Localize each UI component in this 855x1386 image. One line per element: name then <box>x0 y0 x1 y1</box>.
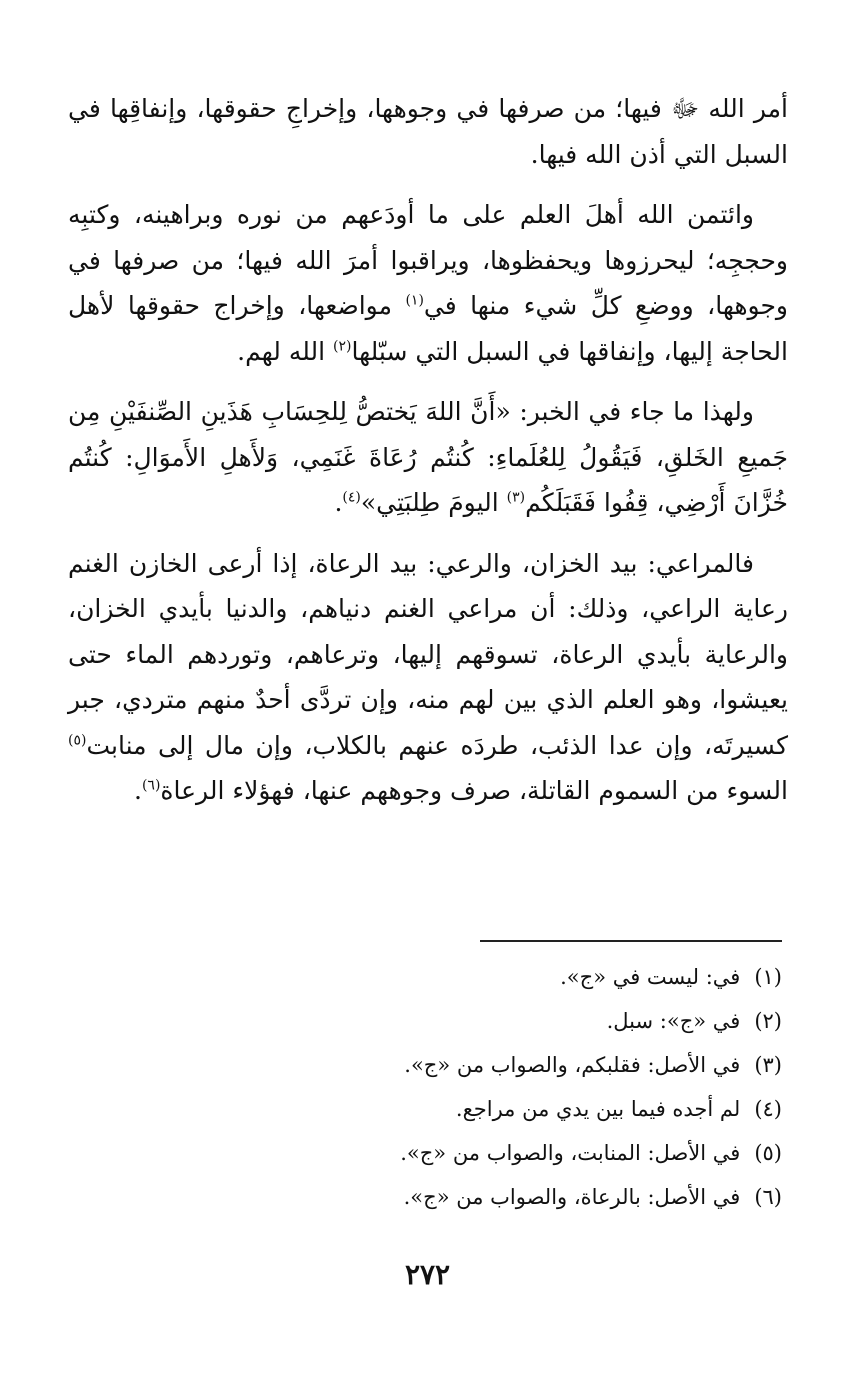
footnote-3 <box>330 1043 782 1087</box>
footnote-text: في: ليست في «ج». <box>560 965 741 989</box>
paragraph-2-text-c: الله لهم. <box>237 336 326 366</box>
main-text <box>68 86 788 829</box>
footnote-text: في الأصل: بالرعاة، والصواب من «ج». <box>403 1185 741 1209</box>
paragraph-3-text-b: اليومَ طِلبَتِي» <box>360 488 499 517</box>
paragraph-2 <box>68 192 788 374</box>
footnote-number: (٥) <box>754 1141 782 1165</box>
footnote-ref-2: (٢) <box>333 338 352 355</box>
footnote-4 <box>330 1087 782 1131</box>
paragraph-2-text-b: مواضعها، وإخراج حقوقها لأهل الحاجة إليها، وإنفاقها في السبل التي سبّلها <box>68 291 788 366</box>
footnote-ref-1: (١) <box>405 292 424 309</box>
paragraph-2-text-a: وائتمن الله أهلَ العلم على ما أودَعهم من نوره وبراهينه، وكتبِه وحججِه؛ ليحرزوها ويحفظوها، ويراقبوا أمرَ الله فيها؛ من صرفها في وجوهها، ووضعِ كلِّ شيء منها في <box>68 200 788 320</box>
footnote-2 <box>330 999 782 1043</box>
footnote-text: في «ج»: سبل. <box>606 1009 741 1033</box>
footnote-text: في الأصل: فقلبكم، والصواب من «ج». <box>404 1053 741 1077</box>
paragraph-3-text-c: . <box>334 488 343 517</box>
footnote-text: في الأصل: المنابت، والصواب من «ج». <box>400 1141 741 1165</box>
footnote-text: لم أجده فيما بين يدي من مراجع. <box>455 1097 741 1121</box>
footnote-divider <box>480 940 782 942</box>
footnote-number: (٢) <box>754 1009 782 1033</box>
paragraph-4-text-a: فالمراعي: بيد الخزان، والرعي: بيد الرعاة، إذا أرعى الخازن الغنم رعاية الراعي، وذلك: أن مراعي الغنم دنياهم، والدنيا بأيدي الخزان، والرعاية بأيدي الرعاة، تسوقهم إليها، وترعاهم، وتوردهم الماء حتى يعيشوا، وهو العلم الذي بين لهم منه، وإن تردَّى أحدٌ منهم متردي، جبر كسيرتَه، وإن عدا الذئب، طردَه عنهم بالكلاب، وإن مال إلى منابت <box>68 548 788 760</box>
paragraph-4-text-c: . <box>134 776 142 805</box>
footnote-number: (٤) <box>754 1097 782 1121</box>
page-number: ٢٧٢ <box>404 1258 451 1291</box>
footnote-number: (٦) <box>754 1185 782 1209</box>
footnote-5 <box>330 1131 782 1175</box>
paragraph-3-text-a: ولهذا ما جاء في الخبر: «أَنَّ اللهَ يَختصُّ لِلحِسَابِ هَذَينِ الصِّنفَيْنِ مِن جَميعِ الخَلقِ، فَيَقُولُ لِلعُلَماءِ: كُنتُم رُعَاةَ غَنَمِي، وَلأَهلِ الأَموَالِ: كُنتُم خُزَّانَ أَرْضِي، قِفُوا فَقَبَلَكُم <box>68 397 788 517</box>
footnote-number: (١) <box>754 965 782 989</box>
footnote-ref-3: (٣) <box>506 489 526 506</box>
paragraph-3 <box>68 389 788 526</box>
footnotes <box>330 955 782 1219</box>
footnote-1 <box>330 955 782 999</box>
paragraph-1-text: أمر الله ﷻ فيها؛ من صرفها في وجوهها، وإخراجِ حقوقها، وإنفاقِها في السبل التي أذن الله فيها. <box>68 94 788 169</box>
footnote-ref-4: (٤) <box>342 489 361 506</box>
paragraph-1 <box>68 86 788 177</box>
footnote-6 <box>330 1175 782 1219</box>
footnote-ref-6: (٦) <box>141 777 161 794</box>
footnote-ref-5: (٥) <box>68 732 87 749</box>
paragraph-4 <box>68 541 788 814</box>
footnote-number: (٣) <box>754 1053 782 1077</box>
paragraph-4-text-b: السوء من السموم القاتلة، صرف وجوههم عنها، فهؤلاء الرعاة <box>160 776 788 805</box>
